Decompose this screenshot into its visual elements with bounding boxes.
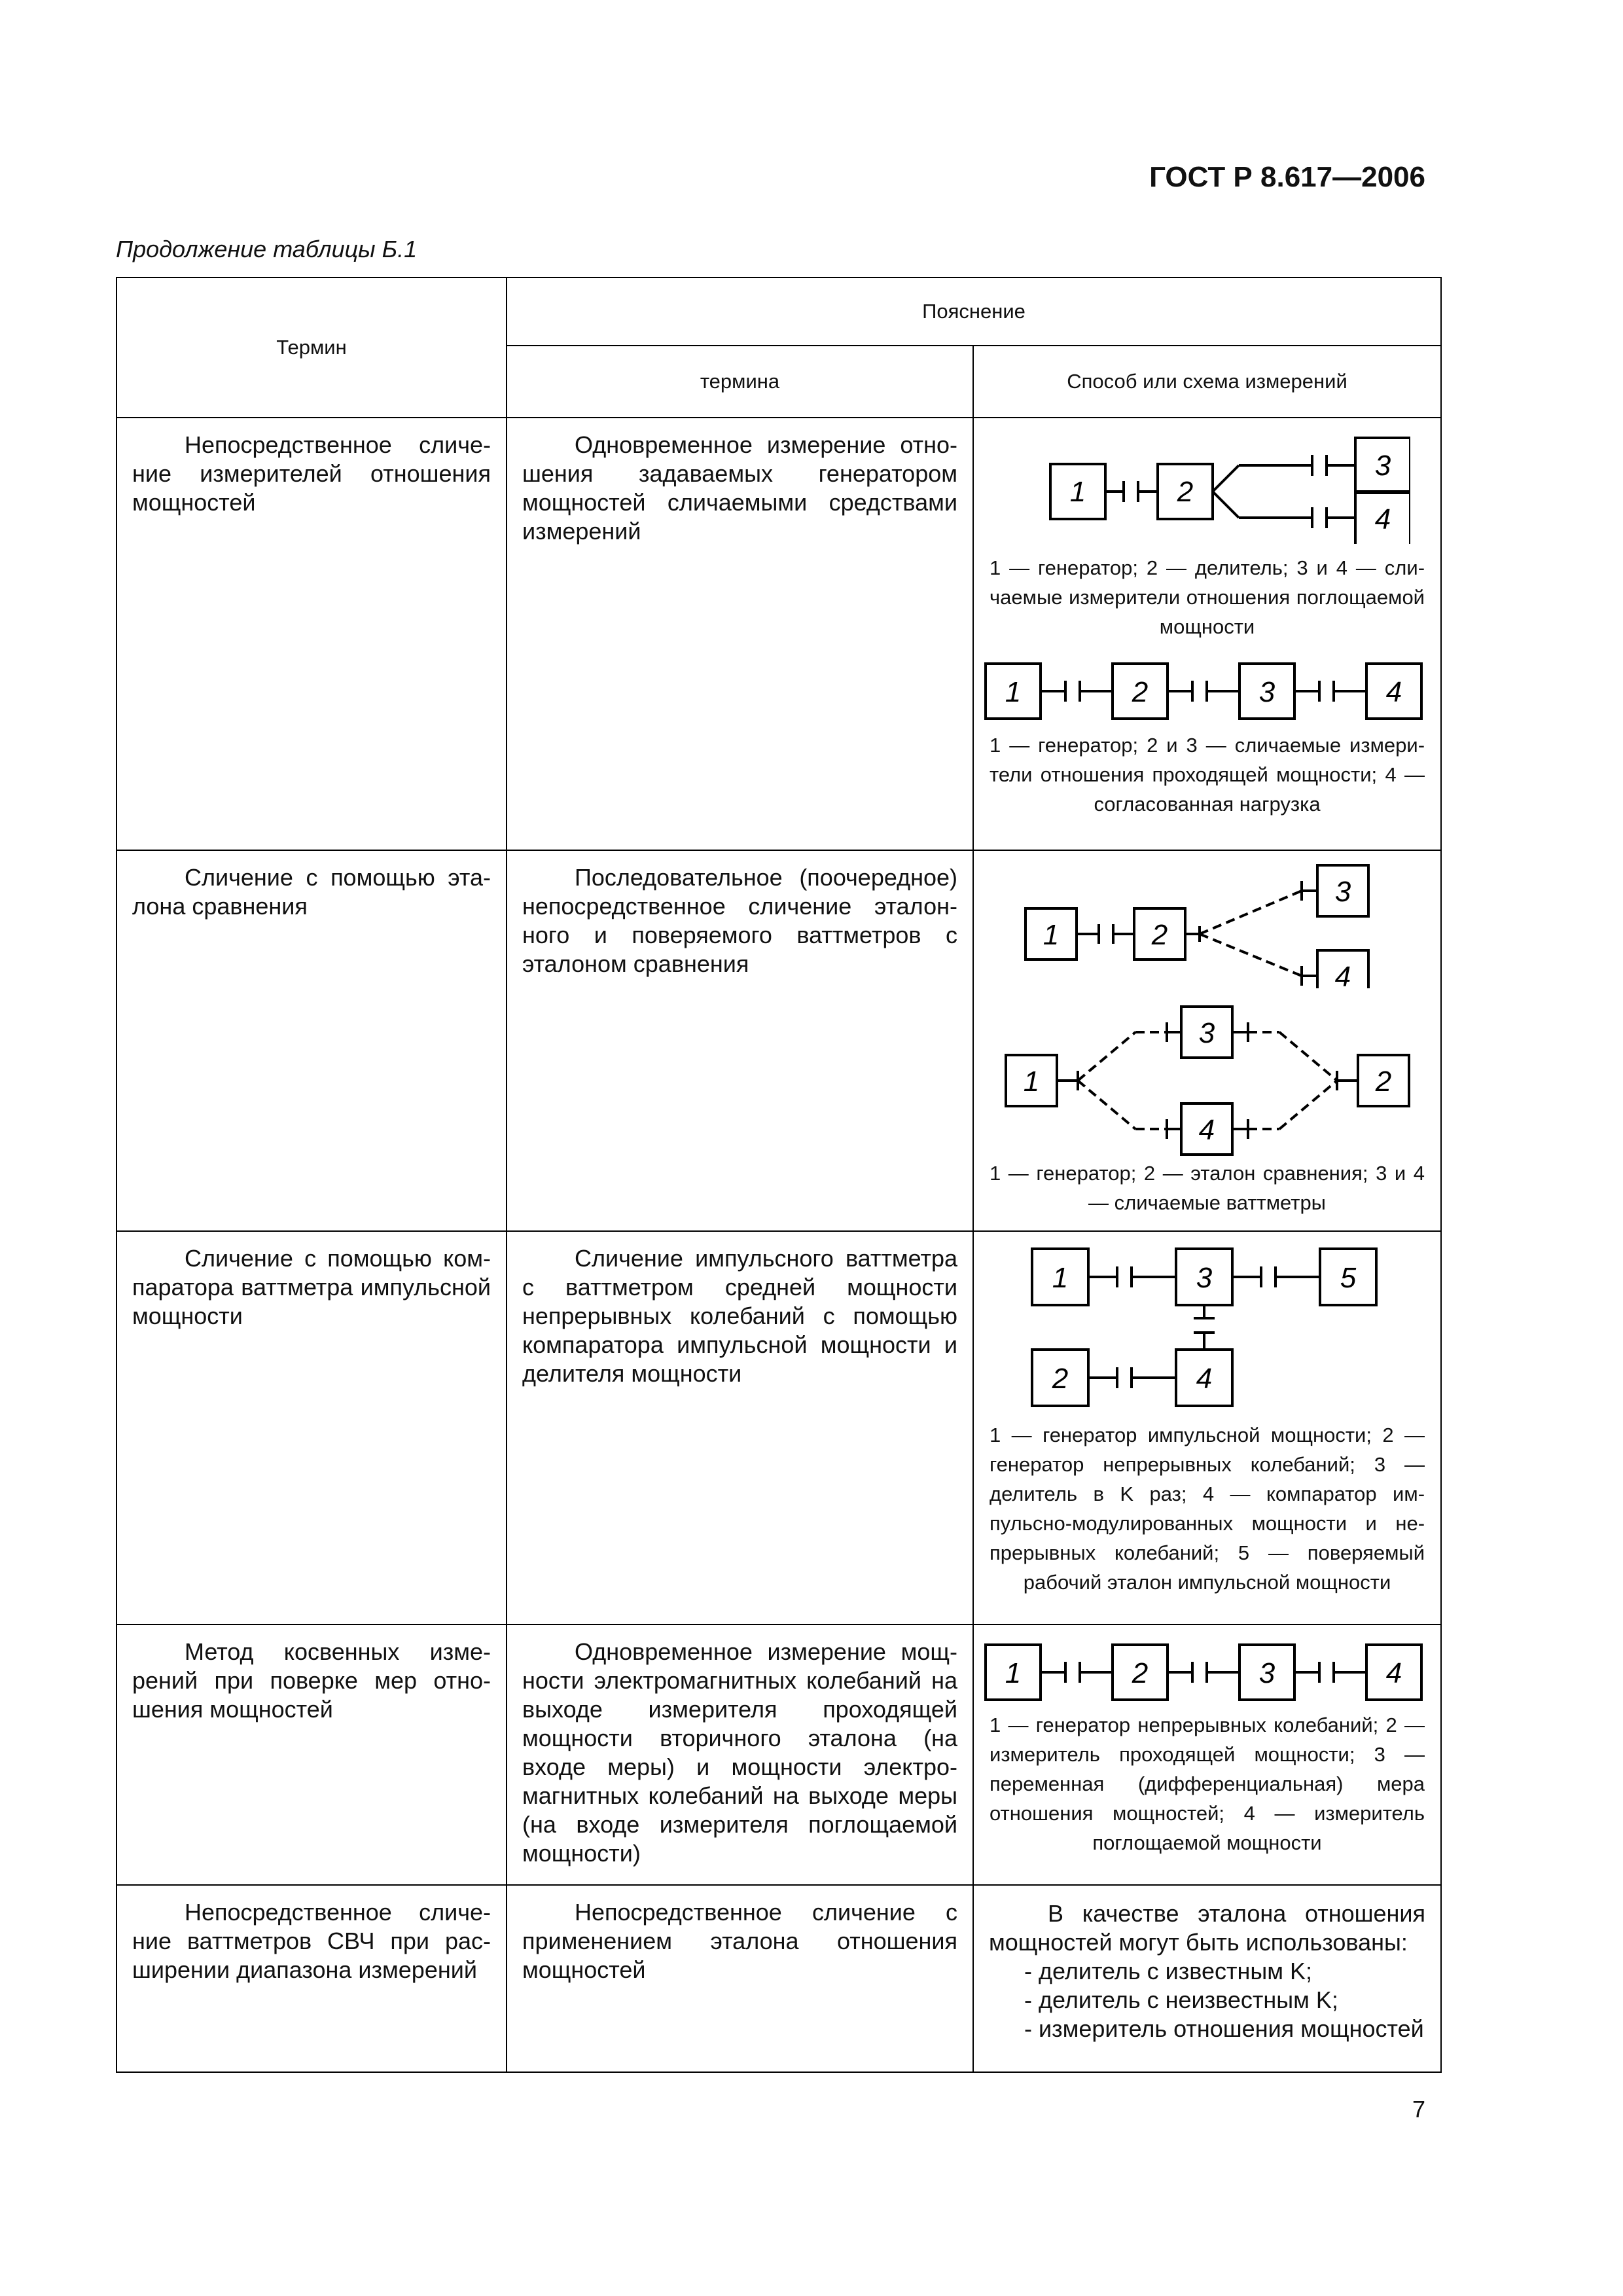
page-number: 7 bbox=[1412, 2096, 1425, 2123]
list-item: - измеритель отношения мощностей bbox=[1024, 2015, 1424, 2042]
explanation-cell: Последовательное (поочередное) непосредственное сличение эталонного и поверяемого ваттметров с эталоном сравнения bbox=[522, 864, 957, 977]
block-label: 4 bbox=[1198, 1114, 1215, 1146]
block-label: 3 bbox=[1196, 1262, 1212, 1294]
block-label: 3 bbox=[1258, 676, 1275, 708]
block-label: 4 bbox=[1385, 1657, 1402, 1689]
explanation-cell: Сличение импульсного ваттметра с ваттметром средней мощности непрерывных колебаний с помощью компаратора импульсной мощности и делителя мощности bbox=[522, 1245, 957, 1387]
table-row bbox=[116, 1624, 1441, 1885]
block-label: 1 bbox=[1052, 1262, 1068, 1294]
block-label: 5 bbox=[1340, 1262, 1356, 1294]
scheme-diagram bbox=[1005, 1005, 1410, 1156]
explanation-cell: Непосредственное сличение с применением эталона отношения мощностей bbox=[522, 1899, 957, 1983]
terms-table bbox=[116, 277, 1442, 2073]
diagram-caption: 1 — генератор; 2 — делитель; 3 и 4 — сличаемые измерители отношения поглощаемой мощности bbox=[990, 556, 1425, 638]
block-label: 2 bbox=[1132, 676, 1149, 708]
term-cell: Сличение с помощью компаратора ваттметра импульсной мощности bbox=[132, 1245, 491, 1329]
diagram-caption: 1 — генератор импульсной мощности; 2 — генератор непрерывных колебаний; 3 — делитель в K раз; 4 — компаратор импульсно-модулированных мощности и непрерывных колебаний; 5 — поверяемый рабочий эталон импульсной мощности bbox=[990, 1424, 1425, 1594]
block-label: 2 bbox=[1052, 1363, 1068, 1395]
diagram-caption: 1 — генератор непрерывных колебаний; 2 — измеритель проходящей мощности; 3 — переменная (дифференциальная) мера отношения мощностей; 4 — измеритель поглощаемой мощности bbox=[990, 1713, 1425, 1854]
block-label: 4 bbox=[1196, 1363, 1212, 1395]
scheme-diagram bbox=[1031, 1246, 1384, 1410]
block-label: 2 bbox=[1132, 1657, 1149, 1689]
term-cell: Метод косвенных измерений при поверке мер отношения мощностей bbox=[132, 1638, 491, 1723]
document-code: ГОСТ Р 8.617—2006 bbox=[1149, 161, 1425, 193]
table-row bbox=[116, 1885, 1441, 2072]
method-cell bbox=[973, 1885, 1441, 2072]
table-continuation-label: Продолжение таблицы Б.1 bbox=[116, 236, 418, 262]
block-label: 2 bbox=[1151, 919, 1168, 951]
header-of-term: термина bbox=[507, 346, 973, 418]
diagram-caption: 1 — генератор; 2 и 3 — сличаемые измерители отношения проходящей мощности; 4 — согласованная нагрузка bbox=[990, 734, 1425, 816]
method-cell bbox=[973, 850, 1441, 1231]
scheme-diagram bbox=[1024, 864, 1391, 988]
header-method: Способ или схема измерений bbox=[973, 346, 1441, 418]
explanation-cell: Одновременное измерение мощности электромагнитных колебаний на выходе измерителя проходящей мощности вторичного эталона (на входе меры) и мощности электромагнитных колебаний на выходе меры (на входе измерителя поглощаемой мощности) bbox=[522, 1638, 957, 1867]
block-label: 3 bbox=[1198, 1017, 1215, 1049]
block-label: 1 bbox=[1069, 476, 1086, 508]
block-label: 2 bbox=[1177, 476, 1193, 508]
block-label: 3 bbox=[1334, 876, 1351, 908]
scheme-diagram bbox=[984, 1640, 1436, 1705]
explanation-cell: Одновременное измерение отношения задаваемых генератором мощностей сличаемыми средствами измерений bbox=[522, 431, 957, 545]
method-intro: В качестве эталона отношения мощностей могут быть использованы: bbox=[989, 1900, 1426, 1956]
scheme-diagram bbox=[984, 658, 1436, 724]
term-cell: Непосредственное сличение измерителей отношения мощностей bbox=[132, 431, 491, 516]
block-label: 3 bbox=[1258, 1657, 1275, 1689]
table-row bbox=[116, 850, 1441, 1231]
term-cell: Сличение с помощью эталона сравнения bbox=[132, 864, 491, 920]
diagram-caption: 1 — генератор; 2 — эталон сравнения; 3 и 4 — сличаемые ваттметры bbox=[990, 1162, 1425, 1214]
block-label: 1 bbox=[1023, 1066, 1039, 1098]
term-cell: Непосредственное сличение ваттметров СВЧ при расширении диапазона измерений bbox=[132, 1899, 491, 1983]
block-label: 4 bbox=[1385, 676, 1402, 708]
list-item: - делитель с неизвестным K; bbox=[1024, 1986, 1338, 2013]
header-explanation: Пояснение bbox=[507, 278, 1441, 346]
method-cell bbox=[973, 1231, 1441, 1624]
block-label: 4 bbox=[1334, 961, 1351, 988]
table-row bbox=[116, 1231, 1441, 1624]
method-cell bbox=[973, 1624, 1441, 1885]
block-label: 2 bbox=[1375, 1066, 1391, 1098]
method-cell bbox=[973, 418, 1441, 850]
block-label: 1 bbox=[1005, 676, 1022, 708]
table-row bbox=[116, 418, 1441, 850]
block-label: 1 bbox=[1005, 1657, 1022, 1689]
header-term: Термин bbox=[116, 278, 507, 418]
block-label: 1 bbox=[1043, 919, 1059, 951]
block-label: 4 bbox=[1374, 503, 1391, 535]
block-label: 3 bbox=[1374, 450, 1391, 482]
list-item: - делитель с известным K; bbox=[1024, 1958, 1312, 1984]
scheme-diagram bbox=[1005, 426, 1410, 544]
